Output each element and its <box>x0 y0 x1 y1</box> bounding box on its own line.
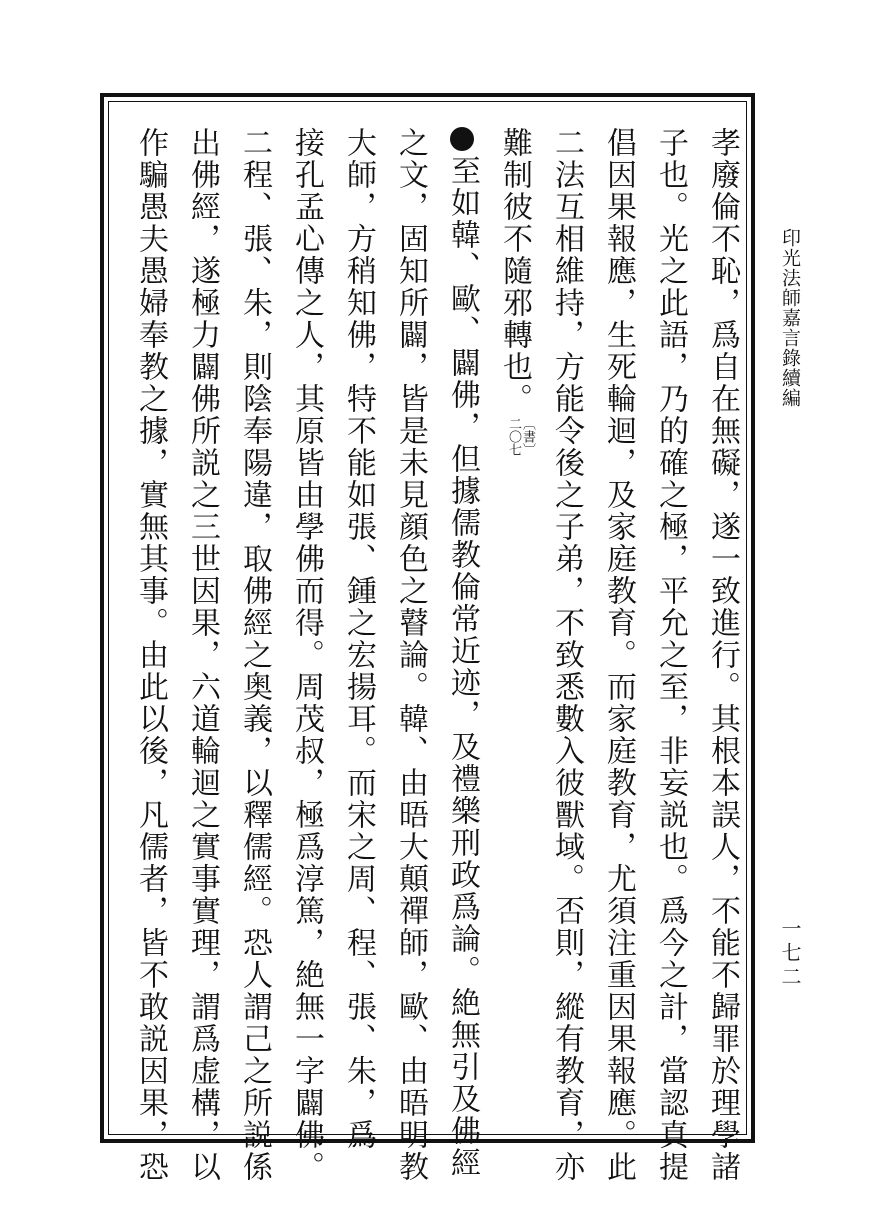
text-frame <box>100 93 755 1183</box>
text-column-8: 大師，方稍知佛，特不能如張、鍾之宏揚耳。而宋之周、程、張、朱，爲 <box>341 127 376 1151</box>
source-note-number: 二〇七 <box>506 417 521 456</box>
text-column-7: 之文，固知所闢，皆是未見顔色之瞽論。韓、由晤大顛禪師，歐、由晤明教 <box>393 127 428 1183</box>
page-number: 一七二 <box>778 918 802 990</box>
source-note <box>506 417 534 456</box>
source-note-label: 〔書〕 <box>520 417 535 456</box>
text-column-5 <box>494 127 534 456</box>
text-column-3: 倡因果報應，生死輪迴，及家庭教育。而家庭教育，尤須注重因果報應。此 <box>601 127 636 1183</box>
text-column-9: 接孔孟心傳之人，其原皆由學佛而得。周茂叔，極爲淳篤，絶無一字闢佛。 <box>289 127 324 1183</box>
text-column-12: 作騙愚夫愚婦奉教之據，實無其事。由此以後，凡儒者，皆不敢説因果，恐 <box>133 127 168 1183</box>
text-column-10: 二程、張、朱，則陰奉陽違，取佛經之奥義，以釋儒經。恐人謂己之所説係 <box>237 127 272 1183</box>
column-6-text: 至如韓、歐、闢佛，但據儒教倫常近迹，及禮樂刑政爲論。絶無引及佛經 <box>445 155 480 1179</box>
column-5-text: 難制彼不隨邪轉也。 <box>497 127 532 415</box>
text-column-6 <box>442 127 482 1179</box>
book-title: 印光法師嘉言錄續編 <box>779 228 801 408</box>
paragraph-bullet-icon <box>450 127 474 151</box>
text-column-4: 二法互相維持，方能令後之子弟，不致悉數入彼獸域。否則，縱有教育，亦 <box>549 127 584 1183</box>
text-column-2: 子也。光之此語，乃的確之極，平允之至，非妄説也。爲今之計，當認真提 <box>653 127 688 1183</box>
text-column-1: 孝廢倫不恥，爲自在無礙，遂一致進行。其根本誤人，不能不歸罪於理學諸 <box>705 127 740 1183</box>
text-column-11: 出佛經，遂極力闢佛所説之三世因果，六道輪迴之實事實理，謂爲虚構，以 <box>185 127 220 1183</box>
